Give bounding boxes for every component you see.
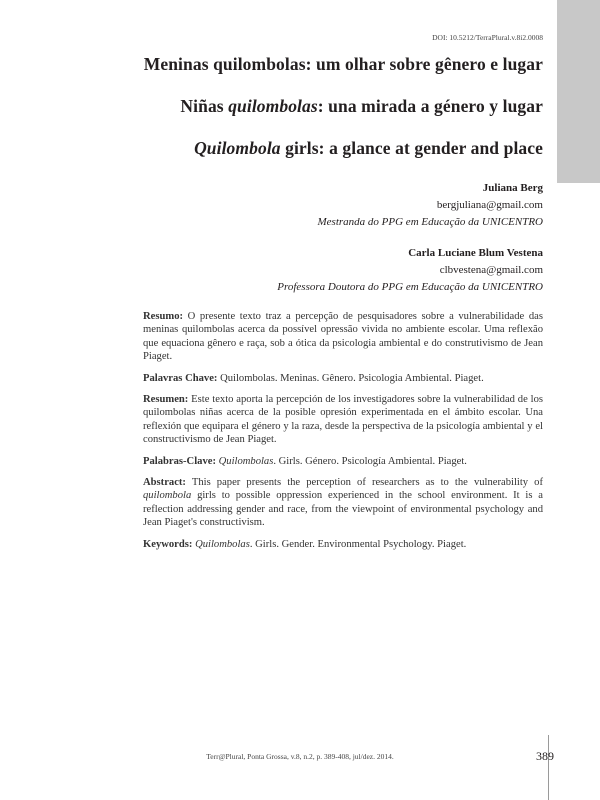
title-portuguese: Meninas quilombolas: um olhar sobre gênero e lugar [143,54,543,74]
doi: DOI: 10.5212/TerraPlural.v.8i2.0008 [432,33,543,42]
title-spanish: Niñas quilombolas: una mirada a género y lugar [180,96,543,116]
author-name: Juliana Berg [482,182,543,194]
keywords-paragraph: Keywords: Quilombolas. Girls. Gender. Environmental Psychology. Piaget. [143,538,467,550]
side-tab-bar [557,0,600,183]
author-email: bergjuliana@gmail.com [436,199,543,211]
author-block-2 [277,245,543,296]
author-affiliation: Mestranda do PPG em Educação da UNICENTRO [317,216,543,228]
palabras-clave-paragraph: Palabras-Clave: Quilombolas. Girls. Género. Psicología Ambiental. Piaget. [143,455,467,467]
abstracts-section [143,310,543,559]
author-block-1 [318,180,543,231]
resumo-paragraph: Resumo: O presente texto traz a percepção de pesquisadores sobre a vulnerabilidade das meninas quilombolas acerca da possível opressão vivida no ambiente escolar. Uma reflexão que equaciona gênero e raça, sob a ótica da psicologia ambiental e do construtivismo de Jean Piaget. [143,311,543,363]
title-english: Quilombola girls: a glance at gender and place [194,138,543,158]
palavras-chave-paragraph: Palavras Chave: Quilombolas. Meninas. Gênero. Psicologia Ambiental. Piaget. [143,372,484,384]
footer-divider [548,735,549,800]
journal-footer: Terr@Plural, Ponta Grossa, v.8, n.2, p. 389-408, jul/dez. 2014. [206,752,394,761]
author-email: clbvestena@gmail.com [439,264,543,276]
author-affiliation: Professora Doutora do PPG em Educação da UNICENTRO [277,281,543,293]
author-name: Carla Luciane Blum Vestena [408,247,543,259]
resumen-paragraph: Resumen: Este texto aporta la percepción de los investigadores sobre la vulnerabilidad de los quilombolas niñas acerca de la posible opresión experimentada en el ámbito escolar. Una reflexión que equipara el género y la raza, desde la perspectiva de la psicología ambiental y el constructivismo de Jean Piaget. [143,394,543,446]
page-number: 389 [536,749,554,763]
abstract-paragraph: Abstract: This paper presents the perception of researchers as to the vulnerability of quilombola girls to possible oppression experienced in the school environment. It is a reflection addressing gender and race, from the viewpoint of environmental psychology and Jean Piaget's constructivism. [143,477,543,529]
